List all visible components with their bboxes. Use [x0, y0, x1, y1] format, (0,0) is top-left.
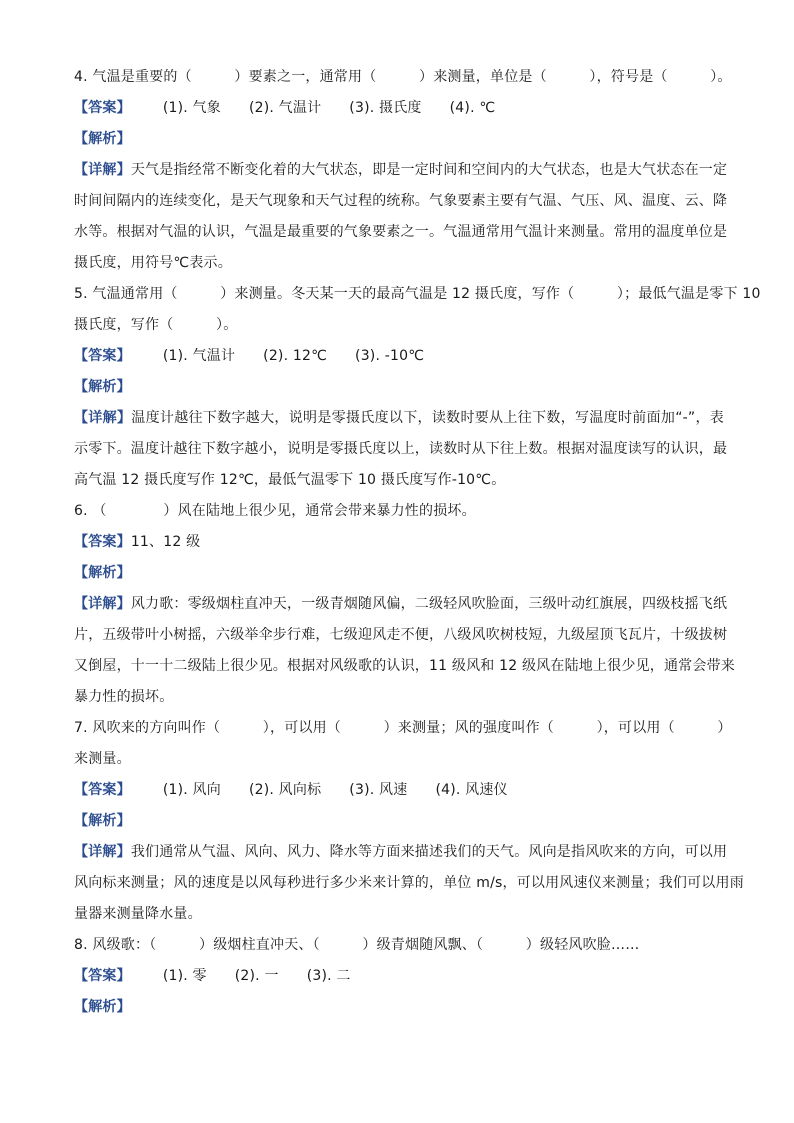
q6-detail-line-3: 又倒屋，十一十二级陆上很少见。根据对风级歌的认识，11 级风和 12 级风在陆地上很少见，通常会带来: [74, 658, 735, 674]
q4-answer-2: (2). 气温计: [248, 100, 322, 116]
q6-answer-row: [74, 527, 724, 558]
q5-detail-line-2: 示零下。温度计越往下数字越小，说明是零摄氏度以上，读数时从下往上数。根据对温度读写的认识，最: [74, 441, 728, 457]
q6-answer: 11、12 级: [130, 534, 201, 550]
q7-detail-line-1: 我们通常从气温、风向、风力、降水等方面来描述我们的天气。风向是指风吹来的方向，可以用: [130, 844, 728, 860]
q7-detail-line-2: 风向标来测量；风的速度是以风每秒进行多少米来计算的，单位 m/s，可以用风速仪来测量；我们可以用雨: [74, 875, 744, 891]
q8-answer-1: (1). 零: [162, 968, 207, 984]
analysis-label: 【解析】: [74, 999, 131, 1015]
q5-answer-1: (1). 气温计: [162, 348, 236, 364]
detail-label: 【详解】: [74, 844, 131, 860]
q7-answer-4: (4). 风速仪: [435, 782, 508, 798]
q4-detail-line-4: 摄氏度，用符号℃表示。: [74, 255, 232, 271]
q6-detail-line-1: 风力歌：零级烟柱直冲天，一级青烟随风偏，二级轻风吹脸面，三级叶动红旗展，四级枝摇飞纸: [130, 596, 728, 612]
q7-answer-1: (1). 风向: [162, 782, 221, 798]
detail-label: 【详解】: [74, 596, 131, 612]
q5-stem-line-2: 摄氏度，写作（ ）。: [74, 317, 238, 333]
detail-label: 【详解】: [74, 410, 132, 426]
q4-answer-4: (4). ℃: [449, 100, 496, 116]
q4-answer-row: [74, 93, 724, 124]
q5-answer-3: (3). -10℃: [355, 348, 425, 364]
analysis-label: 【解析】: [74, 565, 131, 581]
q8-stem: 8. 风级歌：（ ）级烟柱直冲天、（ ）级青烟随风飘、（ ）级轻风吹脸……: [74, 937, 640, 953]
q7-answer-3: (3). 风速: [349, 782, 408, 798]
q5-detail-line-3: 高气温 12 摄氏度写作 12℃，最低气温零下 10 摄氏度写作-10℃。: [74, 472, 506, 488]
answer-label: 【答案】: [74, 348, 131, 364]
q5-answer-2: (2). 12℃: [263, 348, 328, 364]
q5-detail-line-1: 温度计越往下数字越大，说明是零摄氏度以下，读数时要从上往下数，写温度时前面加“-”，表: [131, 410, 724, 426]
q7-analysis-row: [74, 806, 724, 837]
q5-detail: [74, 403, 728, 496]
q8-answer-2: (2). 一: [234, 968, 279, 984]
q6-detail: [74, 589, 735, 713]
q6-analysis-row: [74, 558, 724, 589]
q4-detail-line-1: 天气是指经常不断变化着的大气状态，即是一定时间和空间内的大气状态，也是大气状态在一定: [130, 162, 728, 178]
q8-answer-3: (3). 二: [306, 968, 351, 984]
q4-detail-line-2: 时间间隔内的连续变化，是天气现象和天气过程的统称。气象要素主要有气温、气压、风、温度、云、降: [74, 193, 728, 209]
analysis-label: 【解析】: [74, 379, 131, 395]
q7-answer-2: (2). 风向标: [248, 782, 322, 798]
answer-label: 【答案】: [74, 534, 131, 550]
analysis-label: 【解析】: [74, 813, 131, 829]
q7-stem-line-1: 7. 风吹来的方向叫作（ ），可以用（ ）来测量；风的强度叫作（ ），可以用（ ）: [74, 720, 732, 736]
answer-label: 【答案】: [74, 100, 131, 116]
q7-detail-line-3: 量器来测量降水量。: [74, 906, 202, 922]
q5-answer-row: [74, 341, 724, 372]
q4-answer-1: (1). 气象: [162, 100, 221, 116]
q7-stem-line-2: 来测量。: [74, 751, 131, 767]
q6-stem: 6. （ ）风在陆地上很少见，通常会带来暴力性的损坏。: [74, 503, 476, 519]
q8-answer-row: [74, 961, 724, 992]
q4-detail: [74, 155, 728, 279]
q6-detail-line-2: 片，五级带叶小树摇，六级举伞步行难，七级迎风走不便，八级风吹树枝短，九级屋顶飞瓦片，十级拔树: [74, 627, 728, 643]
q7-stem: [74, 713, 732, 775]
q5-stem-line-1: 5. 气温通常用（ ）来测量。冬天某一天的最高气温是 12 摄氏度，写作（ ）；最低气温是零下 10: [74, 286, 761, 302]
q6-detail-line-4: 暴力性的损坏。: [74, 689, 174, 705]
detail-label: 【详解】: [74, 162, 131, 178]
q5-analysis-row: [74, 372, 724, 403]
answer-label: 【答案】: [74, 782, 131, 798]
q7-answer-row: [74, 775, 724, 806]
q4-analysis-row: [74, 124, 724, 155]
q5-stem: [74, 279, 761, 341]
answer-label: 【答案】: [74, 968, 131, 984]
q4-detail-line-3: 水等。根据对气温的认识，气温是最重要的气象要素之一。气温通常用气温计来测量。常用的温度单位是: [74, 224, 728, 240]
analysis-label: 【解析】: [74, 131, 131, 147]
q7-detail: [74, 837, 744, 930]
q8-analysis-row: [74, 992, 724, 1023]
q4-stem: 4. 气温是重要的（ ）要素之一，通常用（ ）来测量，单位是（ ），符号是（ ）。: [74, 69, 732, 85]
document-content: [74, 62, 761, 1023]
q4-answer-3: (3). 摄氏度: [349, 100, 422, 116]
